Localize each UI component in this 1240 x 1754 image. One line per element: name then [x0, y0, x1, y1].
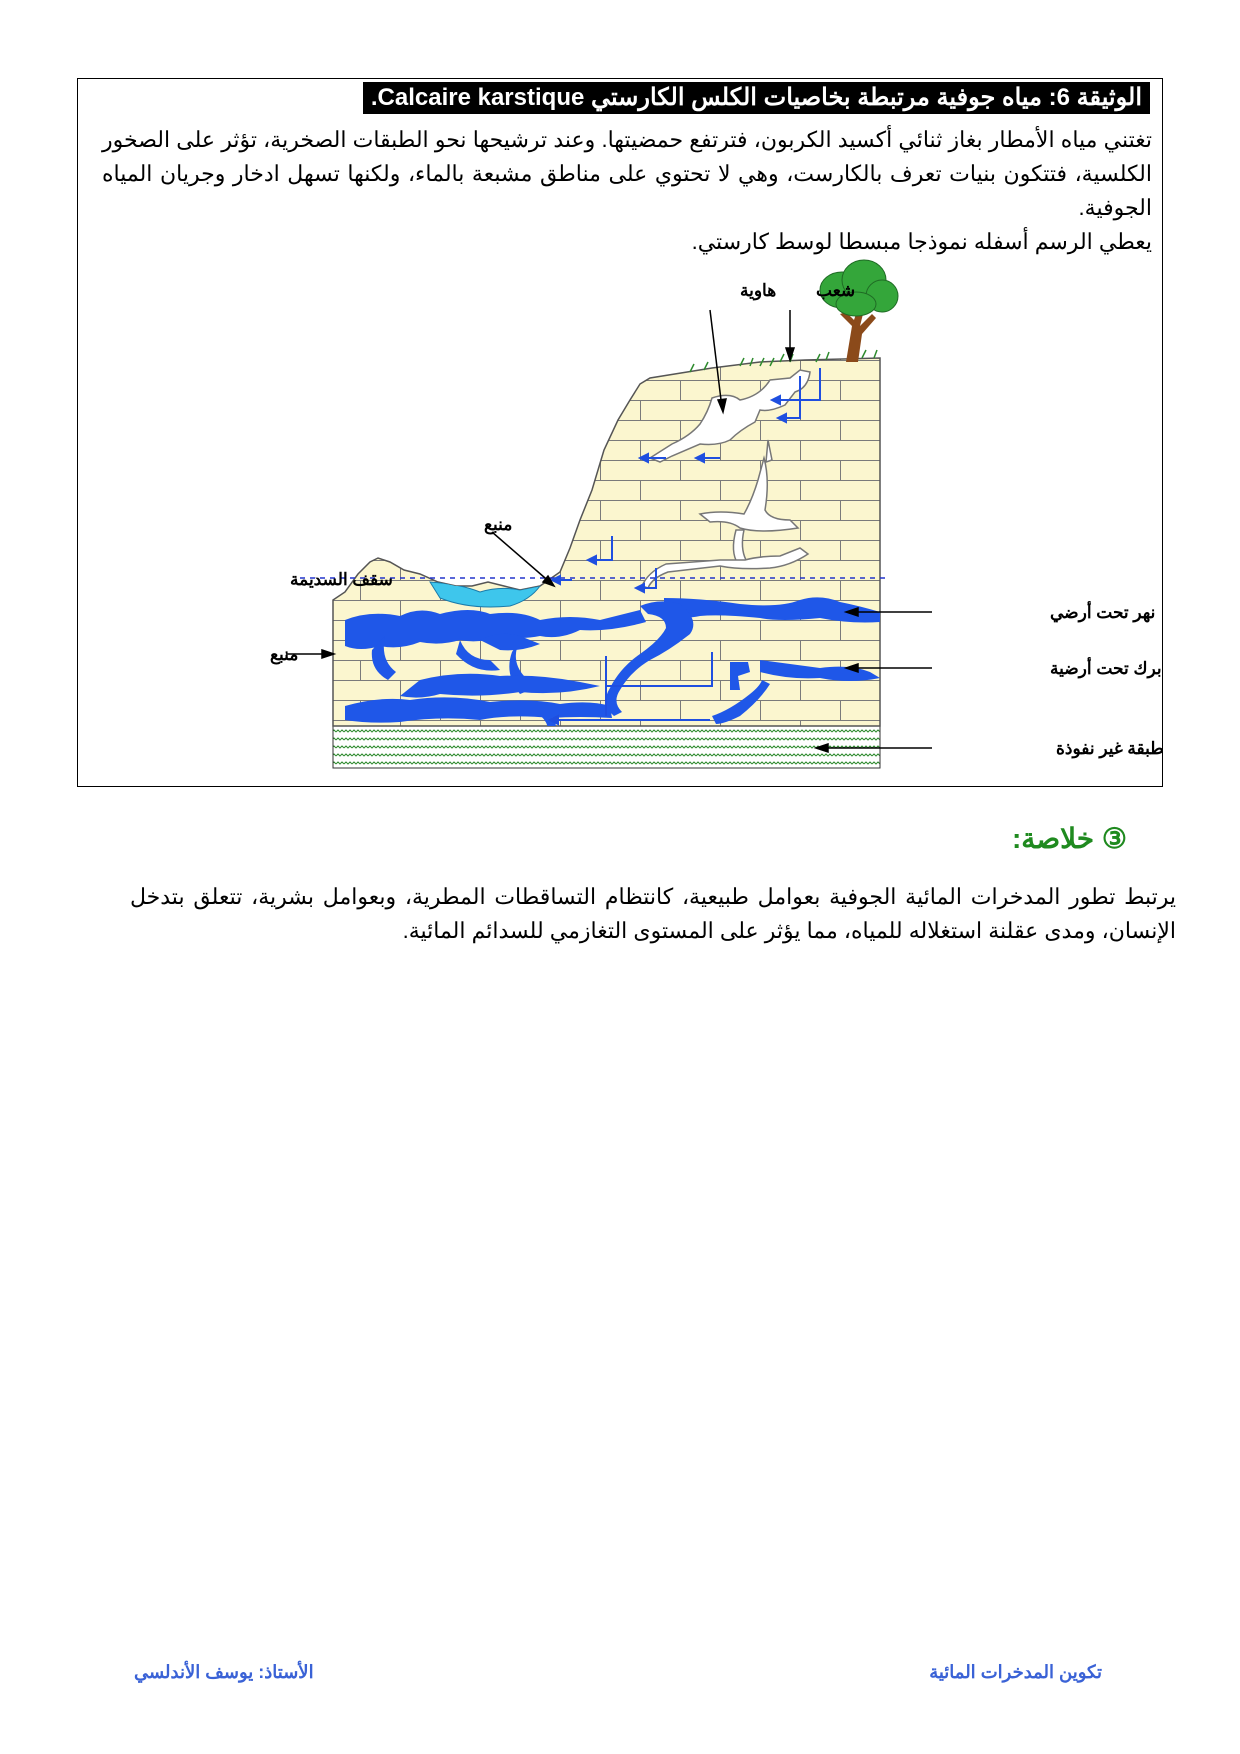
label-impermeable-layer: طبقة غير نفوذة [1056, 739, 1164, 758]
paragraph-line-1: تغتني مياه الأمطار بغاز ثنائي أكسيد الكربون، فترتفع حمضيتها. وعند ترشيحها نحو الطبقات الصخرية، تؤثر على الصخور الكلسية، فتتكون بنيات تعرف بالكارست، وهي لا تحتوي على مناطق مشبعة بالماء، ولكنها تسهل ادخار وجريان المياه الجوفية. [102, 127, 1152, 220]
karst-diagram [0, 0, 1240, 800]
footer-right-title: تكوين المدخرات المائية [929, 1662, 1102, 1682]
label-chasm: هاوية [740, 281, 777, 300]
impermeable-layer [333, 726, 880, 768]
footer-left-author: الأستاذ: يوسف الأندلسي [134, 1662, 314, 1682]
summary-heading: ③ خلاصة: [1011, 823, 1127, 854]
paragraph-line-2: يعطي الرسم أسفله نموذجا مبسطا لوسط كارستي. [691, 229, 1152, 254]
label-spring-side: منبع [270, 645, 299, 664]
label-underground-river: نهر تحت أرضي [1050, 603, 1156, 622]
document-title: الوثيقة 6: مياه جوفية مرتبطة بخاصيات الكلس الكارستي Calcaire karstique. [363, 82, 1150, 114]
label-underground-pond: برك تحت أرضية [1050, 659, 1162, 678]
label-spring-top: منبع [484, 515, 513, 534]
tree [820, 260, 898, 362]
label-water-table: سقف السديمة [290, 570, 393, 589]
summary-paragraph [130, 880, 1176, 948]
summary-text: يرتبط تطور المدخرات المائية الجوفية بعوامل طبيعية، كانتظام التساقطات المطرية، وبعوامل بشرية، تتعلق بتدخل الإنسان، ومدى عقلنة استغلاله للمياه، مما يؤثر على المستوى التغازمي للسدائم المائية. [130, 884, 1176, 943]
label-fissure: شعب [816, 281, 856, 300]
